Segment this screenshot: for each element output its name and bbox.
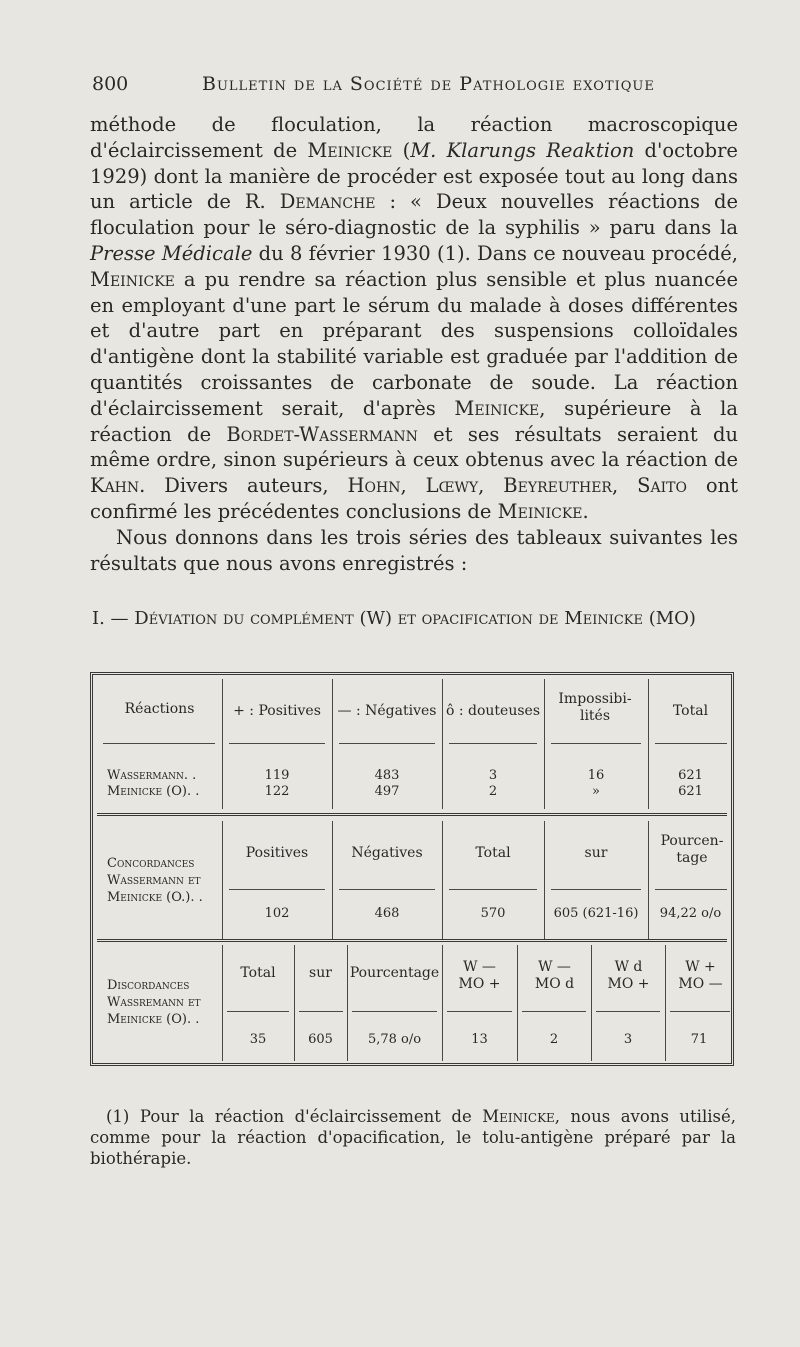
body-text [90, 112, 738, 576]
text-run: Meinicke [558, 608, 649, 629]
header-rule [596, 1011, 660, 1012]
block-separator [97, 939, 727, 942]
cell-w-positives: 119 [264, 768, 290, 783]
paragraph-1 [90, 112, 738, 525]
header-rule [655, 889, 727, 890]
results-table [90, 672, 734, 1066]
cell-pourcentage: 5,78 o/o [367, 1032, 422, 1047]
row-label-text: Concordances Wassermann et Meinicke (O.). . [107, 856, 203, 905]
header-rule [449, 743, 537, 744]
header-rule [655, 743, 727, 744]
header-pourcentage: Pourcen-tage [660, 833, 724, 866]
header-rule [352, 1011, 437, 1012]
header-positives: Positives [245, 845, 309, 861]
cell-w-plus-mo-minus: 71 [690, 1032, 708, 1047]
header-w-minus-mo-d: W — MO d [534, 959, 575, 992]
text-run: , supérieure à la réaction de [90, 396, 739, 446]
cell-w-douteuses: 3 [488, 768, 498, 783]
header-w-d-mo-plus: W d MO + [607, 959, 650, 992]
section-number: I. — [92, 608, 129, 629]
cell-negatives: 468 [374, 906, 400, 921]
author-name: Saito [637, 474, 687, 498]
text-run: du 8 février 1930 (1). Dans ce nouveau procédé, [252, 241, 738, 265]
header-impossibilites: Impossibi-lités [558, 691, 632, 724]
cell-m-douteuses: 2 [488, 784, 498, 799]
header-reactions: Réactions [124, 701, 195, 717]
header-w-minus-mo-plus: W — MO + [458, 959, 501, 992]
cited-title: M. Klarungs Reaktion [410, 138, 635, 162]
text-run: et ses résultats seraient du même ordre, sinon supérieurs à ceux obtenus avec la réaction de [90, 422, 738, 472]
author-name: Lœwy [425, 474, 479, 498]
footnote [90, 1106, 736, 1169]
text-run: et opacification de [397, 608, 559, 629]
text-run: . [582, 499, 589, 523]
cell-w-minus-mo-d: 2 [549, 1032, 559, 1047]
row-label-wassermann [107, 767, 196, 784]
journal-title: Presse Médicale [90, 241, 253, 265]
cell-m-negatives: 497 [374, 784, 400, 799]
page-number: 800 [92, 73, 129, 95]
cell-w-negatives: 483 [374, 768, 400, 783]
author-name: Meinicke [454, 396, 540, 420]
header-rule [229, 743, 325, 744]
text-run: , [478, 474, 504, 498]
section-title [92, 606, 738, 632]
text-run: ( [392, 138, 411, 162]
header-w-plus-mo-minus: W + MO — [678, 959, 723, 992]
row-label-text: Discordances Wassremann et Meinicke (O). . [107, 978, 201, 1027]
page-header [92, 70, 732, 98]
cell-sur: 605 [308, 1032, 333, 1047]
header-rule [339, 743, 435, 744]
running-title: Bulletin de la Société de Pathologie exotique [202, 73, 655, 95]
header-rule [670, 1011, 730, 1012]
header-sur: sur [584, 845, 608, 861]
footnote-text [90, 1106, 736, 1169]
cell-w-minus-mo-plus: 13 [471, 1032, 488, 1047]
block-separator [97, 813, 727, 816]
cell-m-positives: 122 [264, 784, 290, 799]
paragraph-2: Nous donnons dans les trois séries des tableaux suivantes les résultats que nous avons enregistrés : [90, 525, 738, 575]
row-label-discordances [107, 977, 219, 1028]
table-block-reactions [97, 679, 727, 809]
header-rule [227, 1011, 289, 1012]
row-label-text: Wassermann. . [107, 768, 197, 783]
row-label-meinicke [107, 783, 199, 800]
text-run: méthode de floculation, la réaction macroscopique d'éclaircissement de [90, 113, 738, 162]
author-name: Meinicke [307, 138, 393, 162]
text-run: , nous avons utilisé, comme pour la réaction d'opacification, le tolu-antigène préparé par la biothérapie. [90, 1107, 736, 1168]
cell-total: 570 [480, 906, 506, 921]
header-rule [339, 889, 435, 890]
header-pourcentage: Pourcentage [349, 965, 440, 981]
header-douteuses: ô : douteuses [445, 703, 541, 719]
header-total: Total [240, 965, 276, 981]
author-name: Hohn [347, 474, 401, 498]
row-label-text: Meinicke (O). . [107, 784, 200, 799]
text-run: (W) [353, 608, 398, 629]
cell-m-total: 621 [678, 784, 703, 799]
author-name: Demanche [279, 190, 376, 214]
table-block-concordances [97, 821, 727, 939]
header-rule [551, 889, 641, 890]
text-run: d'octobre 1929) dont la manière de procéder est exposée tout au long dans un article de R. [90, 138, 738, 214]
header-total: Total [475, 845, 511, 861]
author-name: Meinicke [90, 267, 175, 291]
header-rule [229, 889, 325, 890]
text-run: , [400, 474, 426, 498]
text-run: a pu rendre sa réaction plus sensible et plus nuancée en employant d'une part le sérum du malade à doses différentes et d'autre part en préparant des suspensions colloïdales d'antigène dont la stabilité variable est graduée par l'addition de quantités croissantes de carbonate de soude. La réaction d'éclaircissement serait, d'après [90, 267, 738, 420]
cell-m-impossibilites: » [592, 784, 600, 799]
header-negatives: Négatives [351, 845, 423, 861]
header-rule [522, 1011, 586, 1012]
author-name: Bordet-Wassermann [226, 422, 418, 446]
header-total: Total [672, 703, 709, 719]
cell-total: 35 [249, 1032, 267, 1047]
cell-w-total: 621 [678, 768, 703, 783]
header-positives: + : Positives [233, 703, 321, 719]
text-run: Déviation du complément [134, 608, 354, 629]
text-run: , [611, 474, 638, 498]
header-sur: sur [309, 965, 332, 981]
text-run: (1) Pour la réaction d'éclaircissement de [106, 1107, 483, 1126]
header-rule [551, 743, 641, 744]
author-name: Beyreuther [503, 474, 612, 498]
header-negatives: — : Négatives [337, 703, 437, 719]
header-rule [299, 1011, 343, 1012]
text-run: . Divers auteurs, [139, 474, 348, 498]
cell-sur: 605 (621-16) [553, 906, 639, 921]
cell-w-d-mo-plus: 3 [623, 1032, 633, 1047]
cell-w-impossibilites: 16 [587, 768, 605, 783]
text-run: (MO) [648, 608, 696, 629]
row-label-concordances [107, 855, 219, 906]
header-rule [103, 743, 215, 744]
header-rule [449, 889, 537, 890]
author-name: Kahn [90, 474, 140, 498]
cell-positives: 102 [264, 906, 290, 921]
table-block-discordances [97, 945, 727, 1061]
text-run: : « Deux nouvelles réactions de floculation pour le séro-diagnostic de la syphilis » paru dans la [90, 190, 738, 240]
cell-pourcentage: 94,22 o/o [659, 906, 722, 921]
author-name: Meinicke [482, 1107, 555, 1126]
header-rule [447, 1011, 512, 1012]
author-name: Meinicke [497, 499, 583, 523]
text-run: ont confirmé les précédentes conclusions de [90, 474, 739, 523]
